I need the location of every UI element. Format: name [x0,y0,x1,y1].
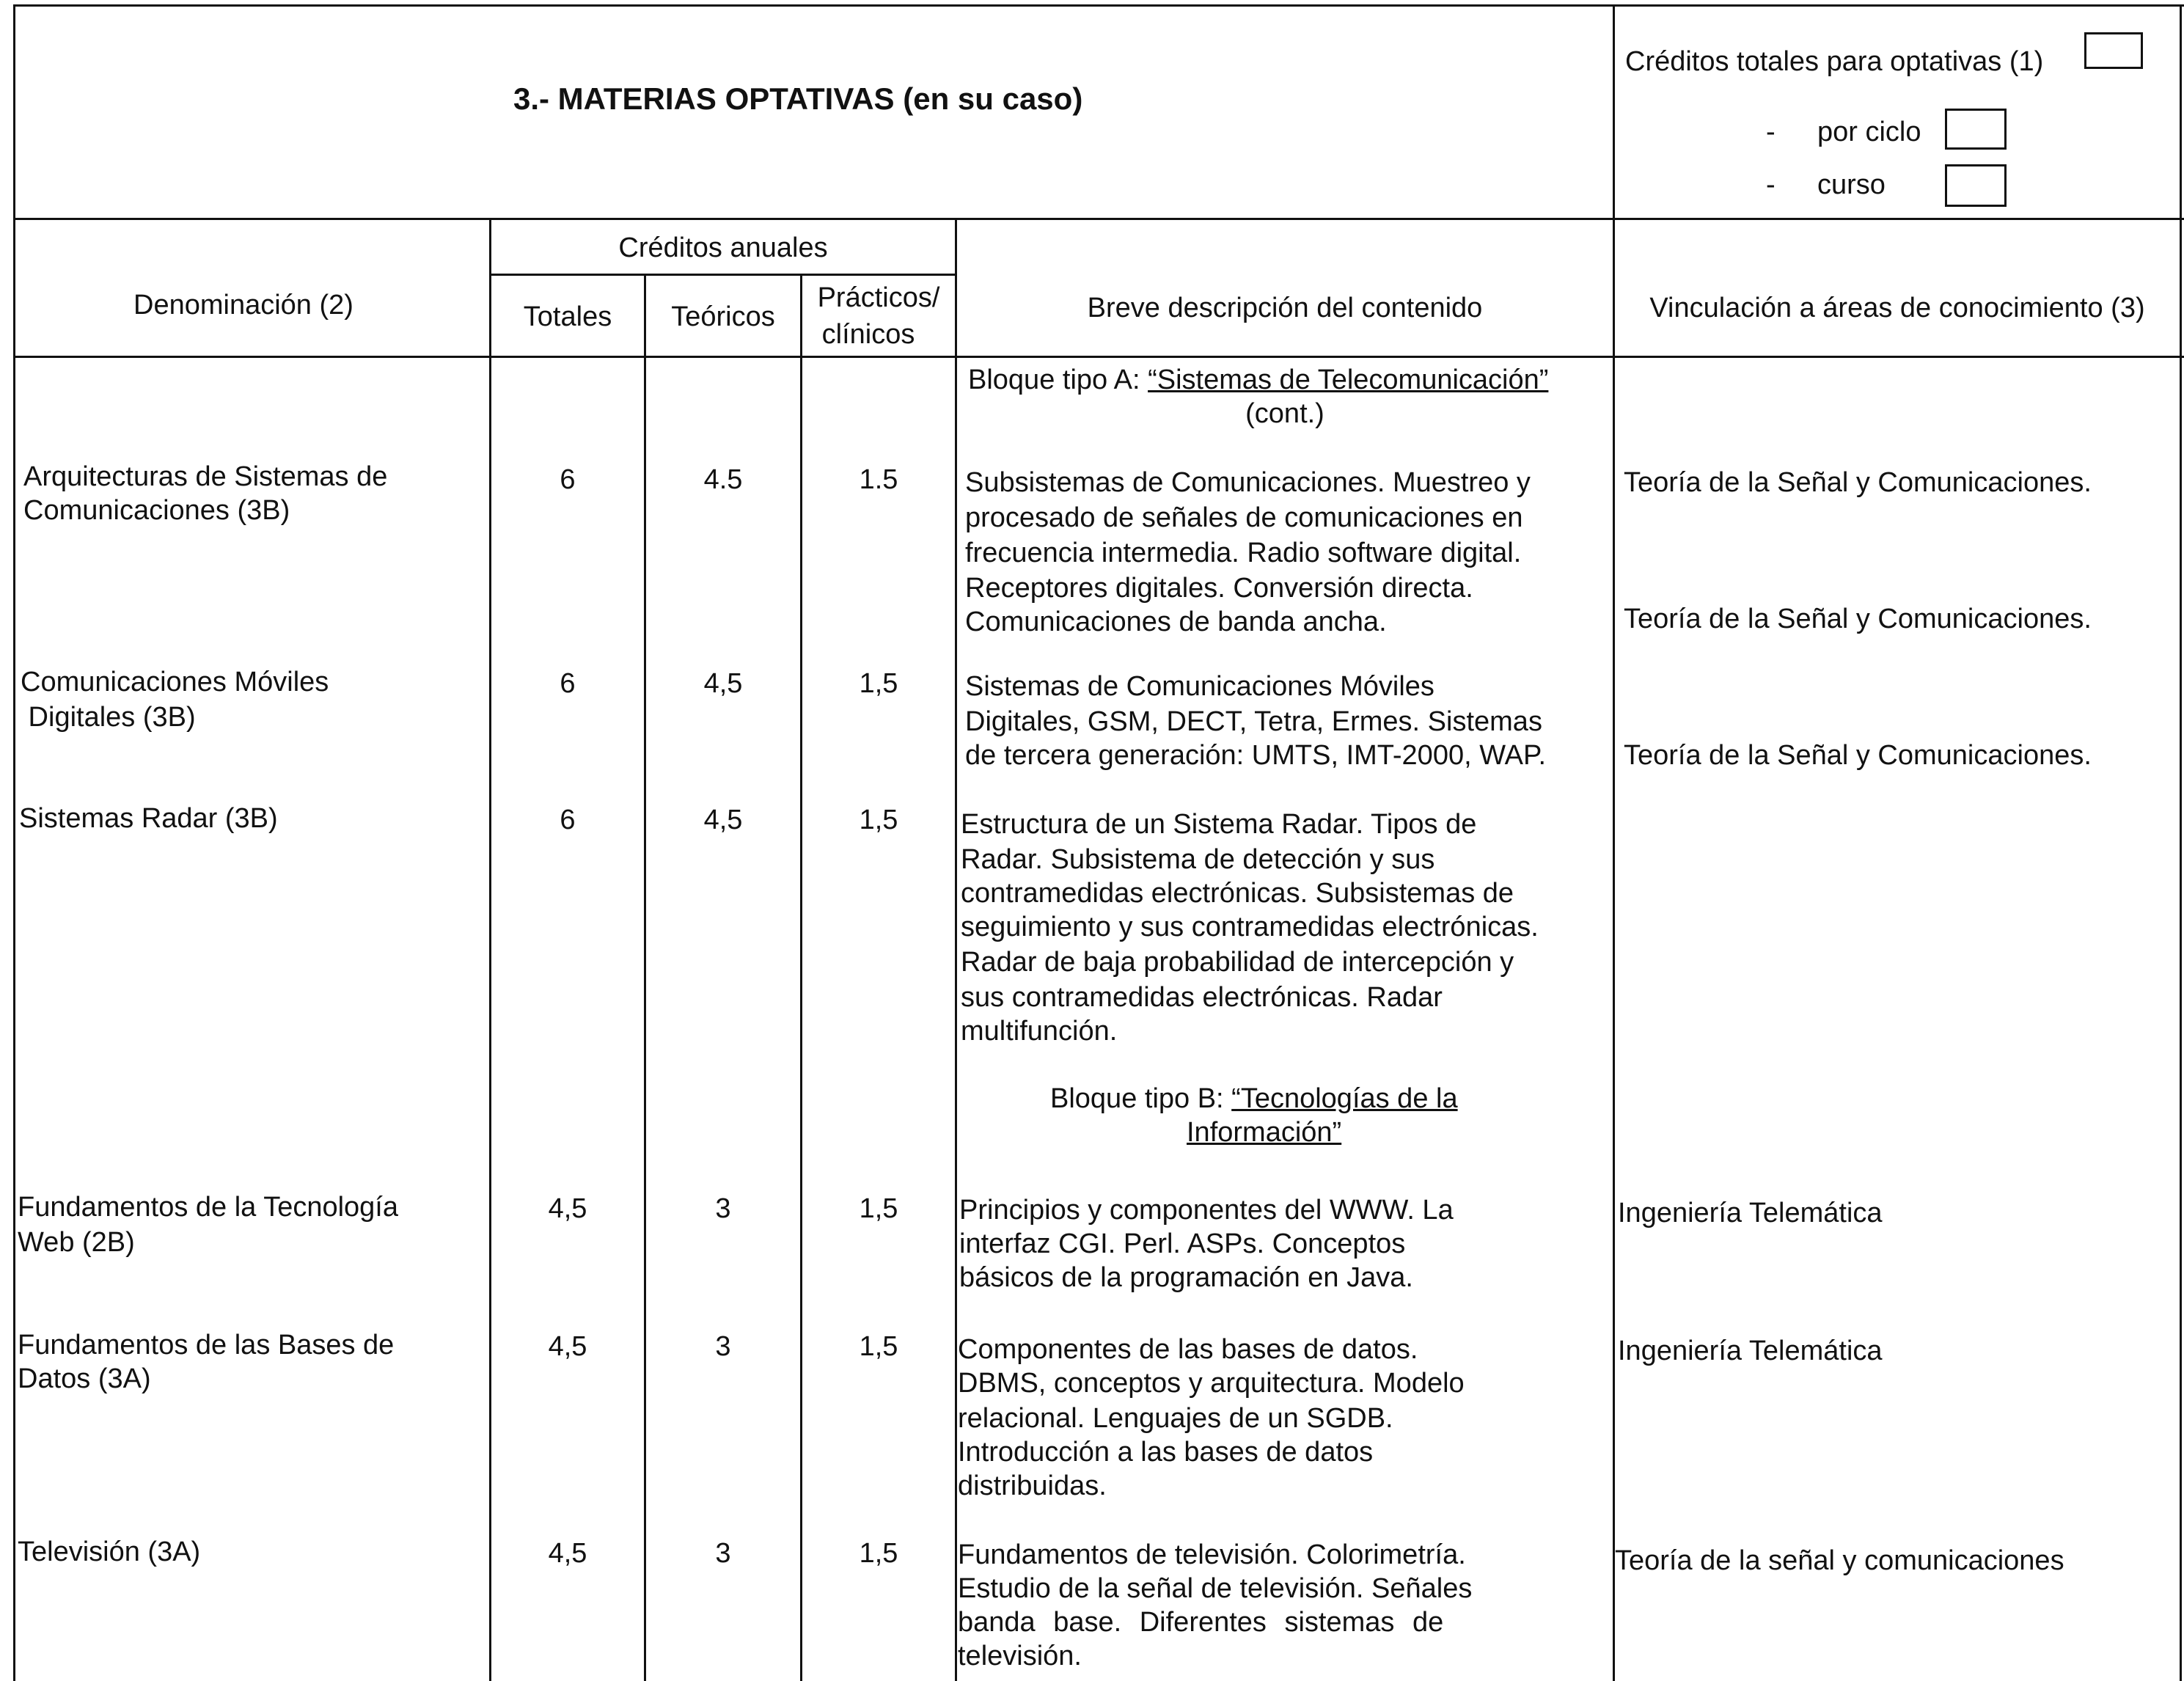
row-practicos: 1,5 [859,1538,898,1569]
row-practicos: 1.5 [859,464,898,495]
col-header-descripcion: Breve descripción del contenido [1087,293,1483,323]
por-ciclo-box [1945,109,2007,150]
row-desc-line: Estudio de la señal de televisión. Señales [958,1573,1473,1604]
block-b-name: “Tecnologías de la [1231,1083,1458,1114]
header-right-divider [1613,4,1615,220]
row-teoricos: 4,5 [703,668,743,699]
row-name-line: Comunicaciones Móviles [21,667,329,697]
table-top-border [13,4,2184,7]
row-desc-line: procesado de señales de comunicaciones en [965,502,1523,533]
row-desc-line: seguimiento y sus contramedidas electrónicas. [961,912,1539,942]
row-name-line: Comunicaciones (3B) [23,495,290,526]
row-teoricos: 4.5 [703,464,743,495]
credits-group-divider [489,274,957,276]
por-ciclo-dash: - [1766,117,1776,147]
row-desc-line: Radar. Subsistema de detección y sus [961,844,1435,875]
row-totales: 4,5 [548,1331,587,1362]
row-teoricos: 3 [715,1193,731,1224]
curso-dash: - [1766,169,1776,200]
row-name-line: Datos (3A) [18,1363,151,1394]
row-name-line: Fundamentos de la Tecnología [18,1192,398,1223]
row-practicos: 1,5 [859,668,898,699]
row-teoricos: 3 [715,1538,731,1569]
row-desc-line: contramedidas electrónicas. Subsistemas de [961,878,1514,909]
row-desc-line: Comunicaciones de banda ancha. [965,607,1387,637]
row-name-line: Digitales (3B) [21,702,196,733]
row-totales: 4,5 [548,1538,587,1569]
row-desc-line: Fundamentos de televisión. Colorimetría. [958,1539,1466,1570]
row-desc-line: distribuidas. [958,1471,1107,1501]
credits-total-label: Créditos totales para optativas (1) [1625,46,2044,77]
block-a-name: “Sistemas de Telecomunicación” [1148,365,1549,395]
curso-label: curso [1817,169,1886,200]
row-area: Teoría de la Señal y Comunicaciones. [1624,740,2092,771]
row-name-line: Arquitecturas de Sistemas de [23,461,388,492]
column-header-bottom-border [13,356,2184,358]
block-b-prefix: Bloque tipo B: [1050,1083,1224,1114]
col-header-practicos: Prácticos/ [817,282,940,313]
header-bottom-border [13,218,2184,220]
row-desc-line: banda base. Diferentes sistemas de [958,1607,1444,1638]
row-desc-line: básicos de la programación en Java. [959,1262,1413,1293]
row-desc-line: relacional. Lenguajes de un SGDB. [958,1403,1393,1434]
row-totales: 4,5 [548,1193,587,1224]
row-totales: 6 [560,464,576,495]
row-desc-line: Receptores digitales. Conversión directa. [965,573,1473,604]
block-a-heading [968,362,1548,398]
row-desc-line: DBMS, conceptos y arquitectura. Modelo [958,1368,1465,1399]
row-teoricos: 4,5 [703,805,743,835]
row-desc-line: Componentes de las bases de datos. [958,1334,1418,1365]
row-name-line: Televisión (3A) [18,1537,201,1567]
row-totales: 6 [560,805,576,835]
col-header-vinculacion: Vinculación a áreas de conocimiento (3) [1649,293,2145,323]
row-name-line: Fundamentos de las Bases de [18,1330,395,1360]
row-area: Teoría de la Señal y Comunicaciones. [1624,604,2092,634]
row-desc-line: Digitales, GSM, DECT, Tetra, Ermes. Sistemas [965,706,1542,737]
row-area: Teoría de la Señal y Comunicaciones. [1624,467,2092,498]
col-header-denominacion: Denominación (2) [133,290,353,321]
row-practicos: 1,5 [859,1331,898,1362]
col-divider-denominacion [489,218,491,1681]
row-desc-line: frecuencia intermedia. Radio software digital. [965,538,1522,568]
block-a-cont: (cont.) [1245,398,1324,429]
col-divider-descripcion [1613,218,1615,1681]
row-desc-line: Introducción a las bases de datos [958,1437,1374,1468]
row-desc-line: multifunción. [961,1016,1118,1047]
row-practicos: 1,5 [859,805,898,835]
row-name-line: Web (2B) [18,1227,135,1258]
por-ciclo-label: por ciclo [1817,117,1921,147]
col-divider-practicos [955,218,957,1681]
table-right-border [2180,4,2182,1681]
curso-box [1945,164,2007,207]
row-desc-line: Estructura de un Sistema Radar. Tipos de [961,809,1477,840]
row-area: Teoría de la señal y comunicaciones [1615,1545,2064,1576]
block-b-name-cont: Información” [1187,1117,1342,1148]
col-header-totales: Totales [523,301,612,332]
row-desc-line: televisión. [958,1641,1082,1671]
row-desc-line: Subsistemas de Comunicaciones. Muestreo y [965,467,1531,498]
row-totales: 6 [560,668,576,699]
page-title: 3.- MATERIAS OPTATIVAS (en su caso) [513,81,1083,116]
block-b-heading [1050,1081,1458,1116]
row-teoricos: 3 [715,1331,731,1362]
row-practicos: 1,5 [859,1193,898,1224]
row-name-line: Sistemas Radar (3B) [19,803,278,834]
row-desc-line: sus contramedidas electrónicas. Radar [961,982,1443,1013]
col-header-creditos-anuales: Créditos anuales [618,232,828,263]
col-header-clinicos: clínicos [821,319,915,350]
row-desc-line: Sistemas de Comunicaciones Móviles [965,671,1434,702]
row-desc-line: de tercera generación: UMTS, IMT-2000, WAP. [965,740,1547,771]
col-header-teoricos: Teóricos [671,301,775,332]
table-left-border [13,4,15,1681]
credits-total-box [2084,32,2143,69]
block-a-prefix: Bloque tipo A: [968,365,1140,395]
row-desc-line: interfaz CGI. Perl. ASPs. Conceptos [959,1228,1406,1259]
row-desc-line: Principios y componentes del WWW. La [959,1195,1454,1226]
row-desc-line: Radar de baja probabilidad de intercepción y [961,947,1514,978]
row-area: Ingeniería Telemática [1618,1198,1883,1228]
row-area: Ingeniería Telemática [1618,1336,1883,1366]
